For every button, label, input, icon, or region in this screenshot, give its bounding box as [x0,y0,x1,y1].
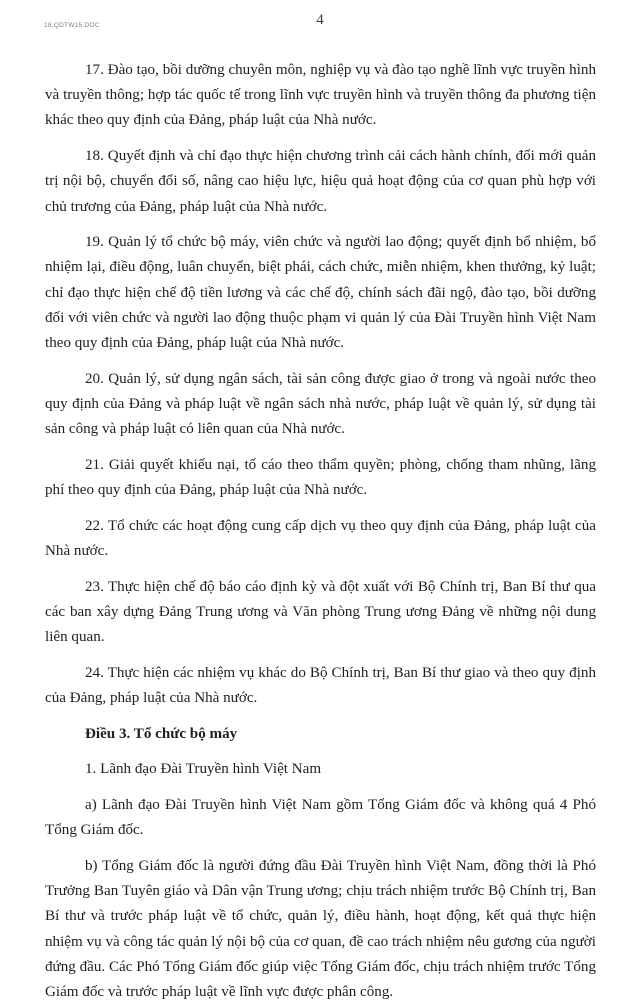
paragraph-clause-1b: b) Tổng Giám đốc là người đứng đầu Đài Truyền hình Việt Nam, đồng thời là Phó Trưởng Ban Tuyên giáo và Dân vận Trung ương; chịu trách nhiệm trước Bộ Chính trị, Ban Bí thư và trước pháp luật về tổ chức, quản lý, điều hành, hoạt động, kết quả thực hiện nhiệm vụ và công tác quản lý nội bộ của cơ quan, đề cao trách nhiệm nêu gương của người đứng đầu. Các Phó Tổng Giám đốc giúp việc Tổng Giám đốc, chịu trách nhiệm trước Tổng Giám đốc và trước pháp luật về lĩnh vực được phân công. [45,857,596,1000]
paragraph-item-21: 21. Giải quyết khiếu nại, tố cáo theo thẩm quyền; phòng, chống tham nhũng, lãng phí theo quy định của Đảng, pháp luật của Nhà nước. [45,456,596,499]
paragraph-article-3-heading: Điều 3. Tổ chức bộ máy [85,725,238,742]
paragraph-clause-1a: a) Lãnh đạo Đài Truyền hình Việt Nam gồm Tổng Giám đốc và không quá 4 Phó Tổng Giám đốc. [45,797,596,839]
paragraph-item-23: 23. Thực hiện chế độ báo cáo định kỳ và đột xuất với Bộ Chính trị, Ban Bí thư qua các ban xây dựng Đảng Trung ương và Văn phòng Trung ương Đảng về những nội dung liên quan. [45,578,596,646]
paragraph-item-24: 24. Thực hiện các nhiệm vụ khác do Bộ Chính trị, Ban Bí thư giao và theo quy định của Đảng, pháp luật của Nhà nước. [45,664,596,706]
page-number: 4 [316,12,324,28]
running-head: 18.QDTW15.DOC [44,22,100,29]
paragraph-clause-1: 1. Lãnh đạo Đài Truyền hình Việt Nam [85,761,322,778]
paragraph-item-17: 17. Đào tạo, bồi dưỡng chuyên môn, nghiệp vụ và đào tạo nghề lĩnh vực truyền hình và truyền thông; hợp tác quốc tế trong lĩnh vực truyền hình và truyền thông đa phương tiện khác theo quy định của Đảng, pháp luật của Nhà nước. [45,62,596,129]
paragraph-item-19: 19. Quản lý tổ chức bộ máy, viên chức và người lao động; quyết định bổ nhiệm, bổ nhiệm lại, điều động, luân chuyển, biệt phái, cách chức, miễn nhiệm, khen thưởng, kỷ luật; chỉ đạo thực hiện chế độ tiền lương và các chế độ, chính sách đãi ngộ, đào tạo, bồi dưỡng đối với viên chức và người lao động thuộc phạm vi quản lý của Đài Truyền hình Việt Nam theo quy định của Đảng, pháp luật của Nhà nước. [45,234,596,352]
paragraph-item-18: 18. Quyết định và chỉ đạo thực hiện chương trình cải cách hành chính, đổi mới quản trị nội bộ, chuyển đổi số, nâng cao hiệu lực, hiệu quả hoạt động của cơ quan phù hợp với chủ trương của Đảng, pháp luật của Nhà nước. [45,148,596,215]
paragraph-item-22: 22. Tổ chức các hoạt động cung cấp dịch vụ theo quy định của Đảng, pháp luật của Nhà nước. [45,517,596,559]
document-body [45,58,596,1005]
paragraph-item-20: 20. Quản lý, sử dụng ngân sách, tài sản công được giao ở trong và ngoài nước theo quy định của Đảng và pháp luật về ngân sách nhà nước, pháp luật về quản lý, sử dụng tài sản công và pháp luật có liên quan của Nhà nước. [45,370,596,438]
